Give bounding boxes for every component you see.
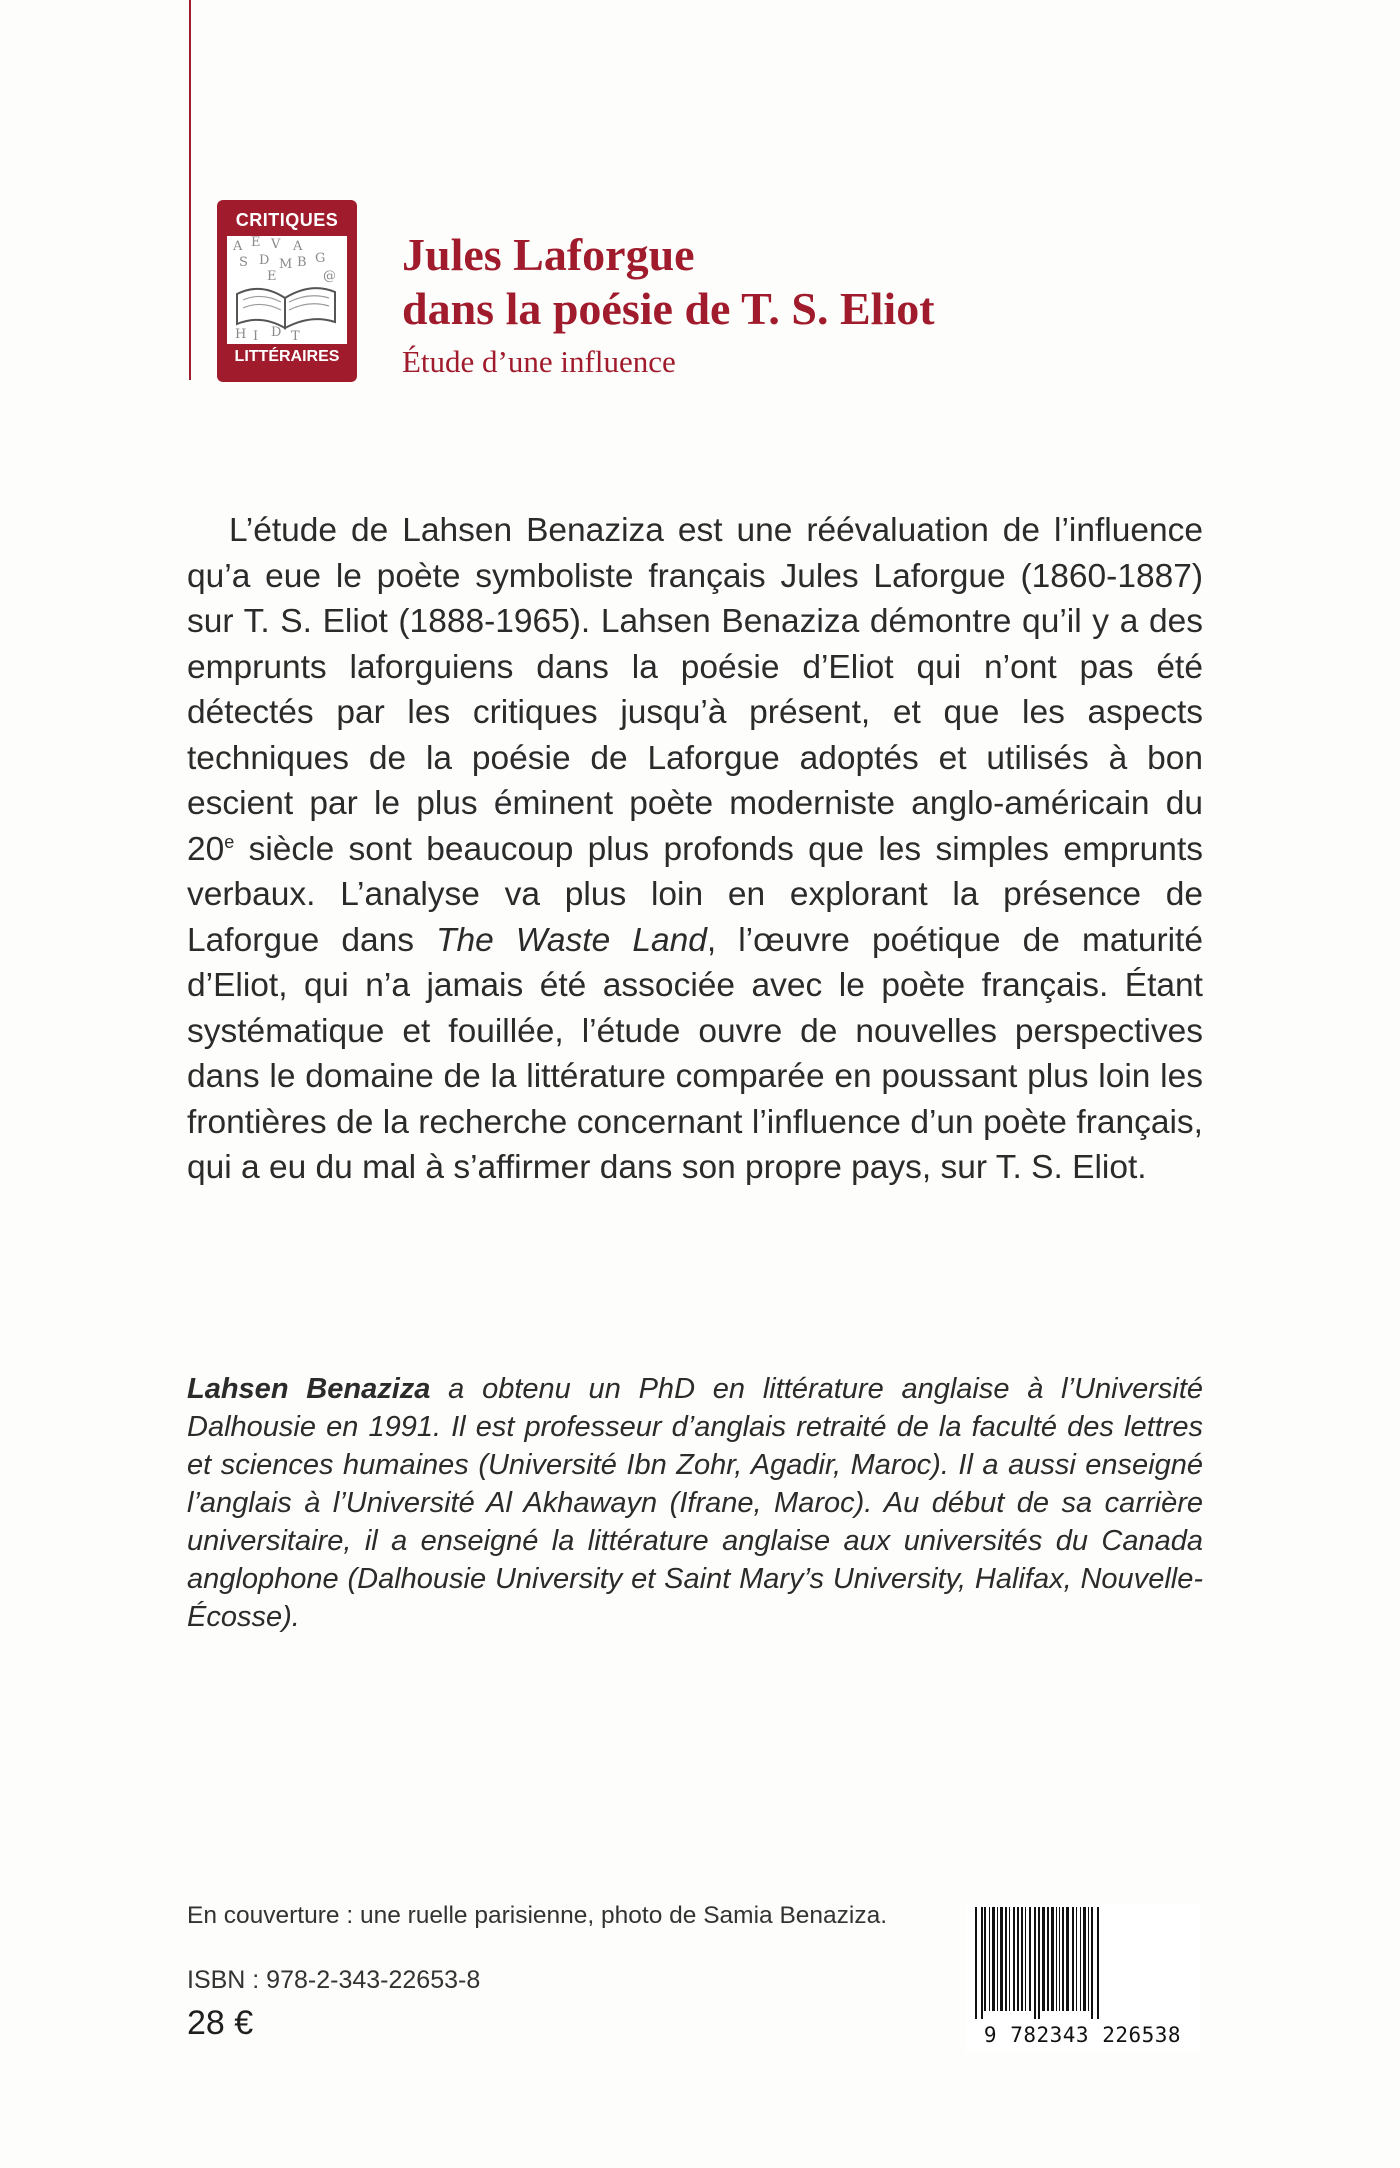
svg-text:@: @ xyxy=(323,269,336,284)
barcode-bar xyxy=(1059,1907,1060,2011)
spine-rule xyxy=(189,0,191,380)
barcode-bars xyxy=(965,1903,1200,2021)
barcode-bar xyxy=(1051,1907,1054,2011)
svg-text:D: D xyxy=(271,325,282,340)
barcode-bar xyxy=(1009,1907,1010,2011)
barcode-bar xyxy=(1029,1907,1031,2011)
blurb-work-title: The Waste Land xyxy=(436,921,707,959)
svg-text:A: A xyxy=(233,239,243,254)
barcode-bar xyxy=(1072,1907,1074,2011)
barcode-bar xyxy=(1000,1907,1003,2011)
series-label-bottom: LITTÉRAIRES xyxy=(234,348,340,365)
barcode-bar xyxy=(997,1907,998,2011)
barcode-bar xyxy=(984,1907,986,2011)
barcode-bar xyxy=(1013,1907,1015,2011)
svg-text:E: E xyxy=(267,269,277,284)
blurb-text-2: siècle sont beaucoup plus profonds que les simples emprunts verbaux. L’analyse va plus loin en explorant la présence de Laforgue dans xyxy=(187,830,1203,959)
cover-credit: En couverture : une ruelle parisienne, photo de Samia Benaziza. xyxy=(187,1902,888,1929)
barcode-bar xyxy=(1083,1907,1086,2011)
barcode-bar xyxy=(1088,1907,1089,2011)
barcode-bar xyxy=(989,1907,990,2011)
svg-text:D: D xyxy=(259,253,270,268)
barcode xyxy=(965,1903,1200,2051)
author-name: Lahsen Benaziza xyxy=(187,1373,431,1405)
blurb-text-3: , l’œuvre poétique de maturité d’Eliot, qui n’a jamais été associée avec le poète français. Étant systématique et fouillée, l’étude ouvre de nouvelles perspectives dans le domaine de la littérature comparée en poussant plus loin les frontières de la recherche concernant l’influence d’un poète français, qui a eu du mal à s’affirmer dans son propre pays, sur T. S. Eliot. xyxy=(187,921,1203,1186)
svg-text:I: I xyxy=(253,329,259,344)
book-blurb xyxy=(187,508,1203,1191)
title-block xyxy=(402,228,1102,382)
svg-text:B: B xyxy=(297,255,307,270)
series-label-top: CRITIQUES xyxy=(235,210,339,230)
svg-text:T: T xyxy=(291,329,300,344)
svg-text:A: A xyxy=(293,239,303,254)
open-book-letters-icon xyxy=(227,236,347,344)
barcode-bar xyxy=(1005,1907,1007,2011)
isbn: ISBN : 978-2-343-22653-8 xyxy=(187,1966,481,1994)
price: 28 € xyxy=(187,2004,254,2042)
barcode-bar xyxy=(1056,1907,1057,2011)
barcode-bar xyxy=(1017,1907,1019,2011)
barcode-bar xyxy=(992,1907,995,2011)
svg-text:G: G xyxy=(315,251,326,266)
blurb-superscript: e xyxy=(224,831,235,852)
svg-text:V: V xyxy=(271,237,281,252)
series-logo xyxy=(217,200,357,382)
blurb-text-1: L’étude de Lahsen Benaziza est une réévaluation de l’influence qu’a eue le poète symboliste français Jules Laforgue (1860-1887) sur T. S. Eliot (1888-1965). Lahsen Benaziza démontre qu’il y a des emprunts laforguiens dans la poésie d’Eliot qui n’ont pas été détectés par les critiques jusqu’à présent, et que les aspects techniques de la poésie de Laforgue adoptés et utilisés à bon escient par le plus éminent poète moderniste anglo-américain du 20 xyxy=(187,512,1203,868)
book-title-line-1: Jules Laforgue xyxy=(402,229,695,280)
svg-text:H: H xyxy=(235,327,247,342)
author-bio xyxy=(187,1370,1203,1636)
barcode-bar xyxy=(1091,1907,1093,2019)
svg-text:E: E xyxy=(251,236,261,250)
barcode-bar xyxy=(1021,1907,1023,2011)
barcode-bar xyxy=(1047,1907,1049,2011)
barcode-bar xyxy=(975,1907,977,2019)
book-subtitle: Étude d’une influence xyxy=(402,344,676,379)
barcode-bar xyxy=(1076,1907,1077,2011)
barcode-bar xyxy=(1080,1907,1081,2011)
svg-text:M: M xyxy=(279,257,293,272)
book-title-line-2: dans la poésie de T. S. Eliot xyxy=(402,283,935,334)
barcode-bar xyxy=(1042,1907,1045,2011)
barcode-bar xyxy=(1034,1907,1036,2019)
barcode-bar xyxy=(1097,1907,1099,2019)
svg-text:S: S xyxy=(239,255,248,270)
author-bio-text: a obtenu un PhD en littérature anglaise à l’Université Dalhousie en 1991. Il est professeur d’anglais retraité de la faculté des lettres et sciences humaines (Université Ibn Zohr, Agadir, Maroc). Il a aussi enseigné l’anglais à l’Université Al Akhawayn (Ifrane, Maroc). Au début de sa carrière universitaire, il a enseigné la littérature anglaise aux universités du Canada anglophone (Dalhousie University et Saint Mary’s University, Halifax, Nouvelle-Écosse). xyxy=(187,1373,1203,1633)
barcode-digits: 9 782343 226538 xyxy=(983,2023,1182,2047)
barcode-bar xyxy=(981,1907,983,2019)
barcode-bar xyxy=(1025,1907,1026,2011)
barcode-bar xyxy=(1062,1907,1064,2011)
barcode-bar xyxy=(1066,1907,1069,2011)
barcode-bar xyxy=(1038,1907,1040,2019)
